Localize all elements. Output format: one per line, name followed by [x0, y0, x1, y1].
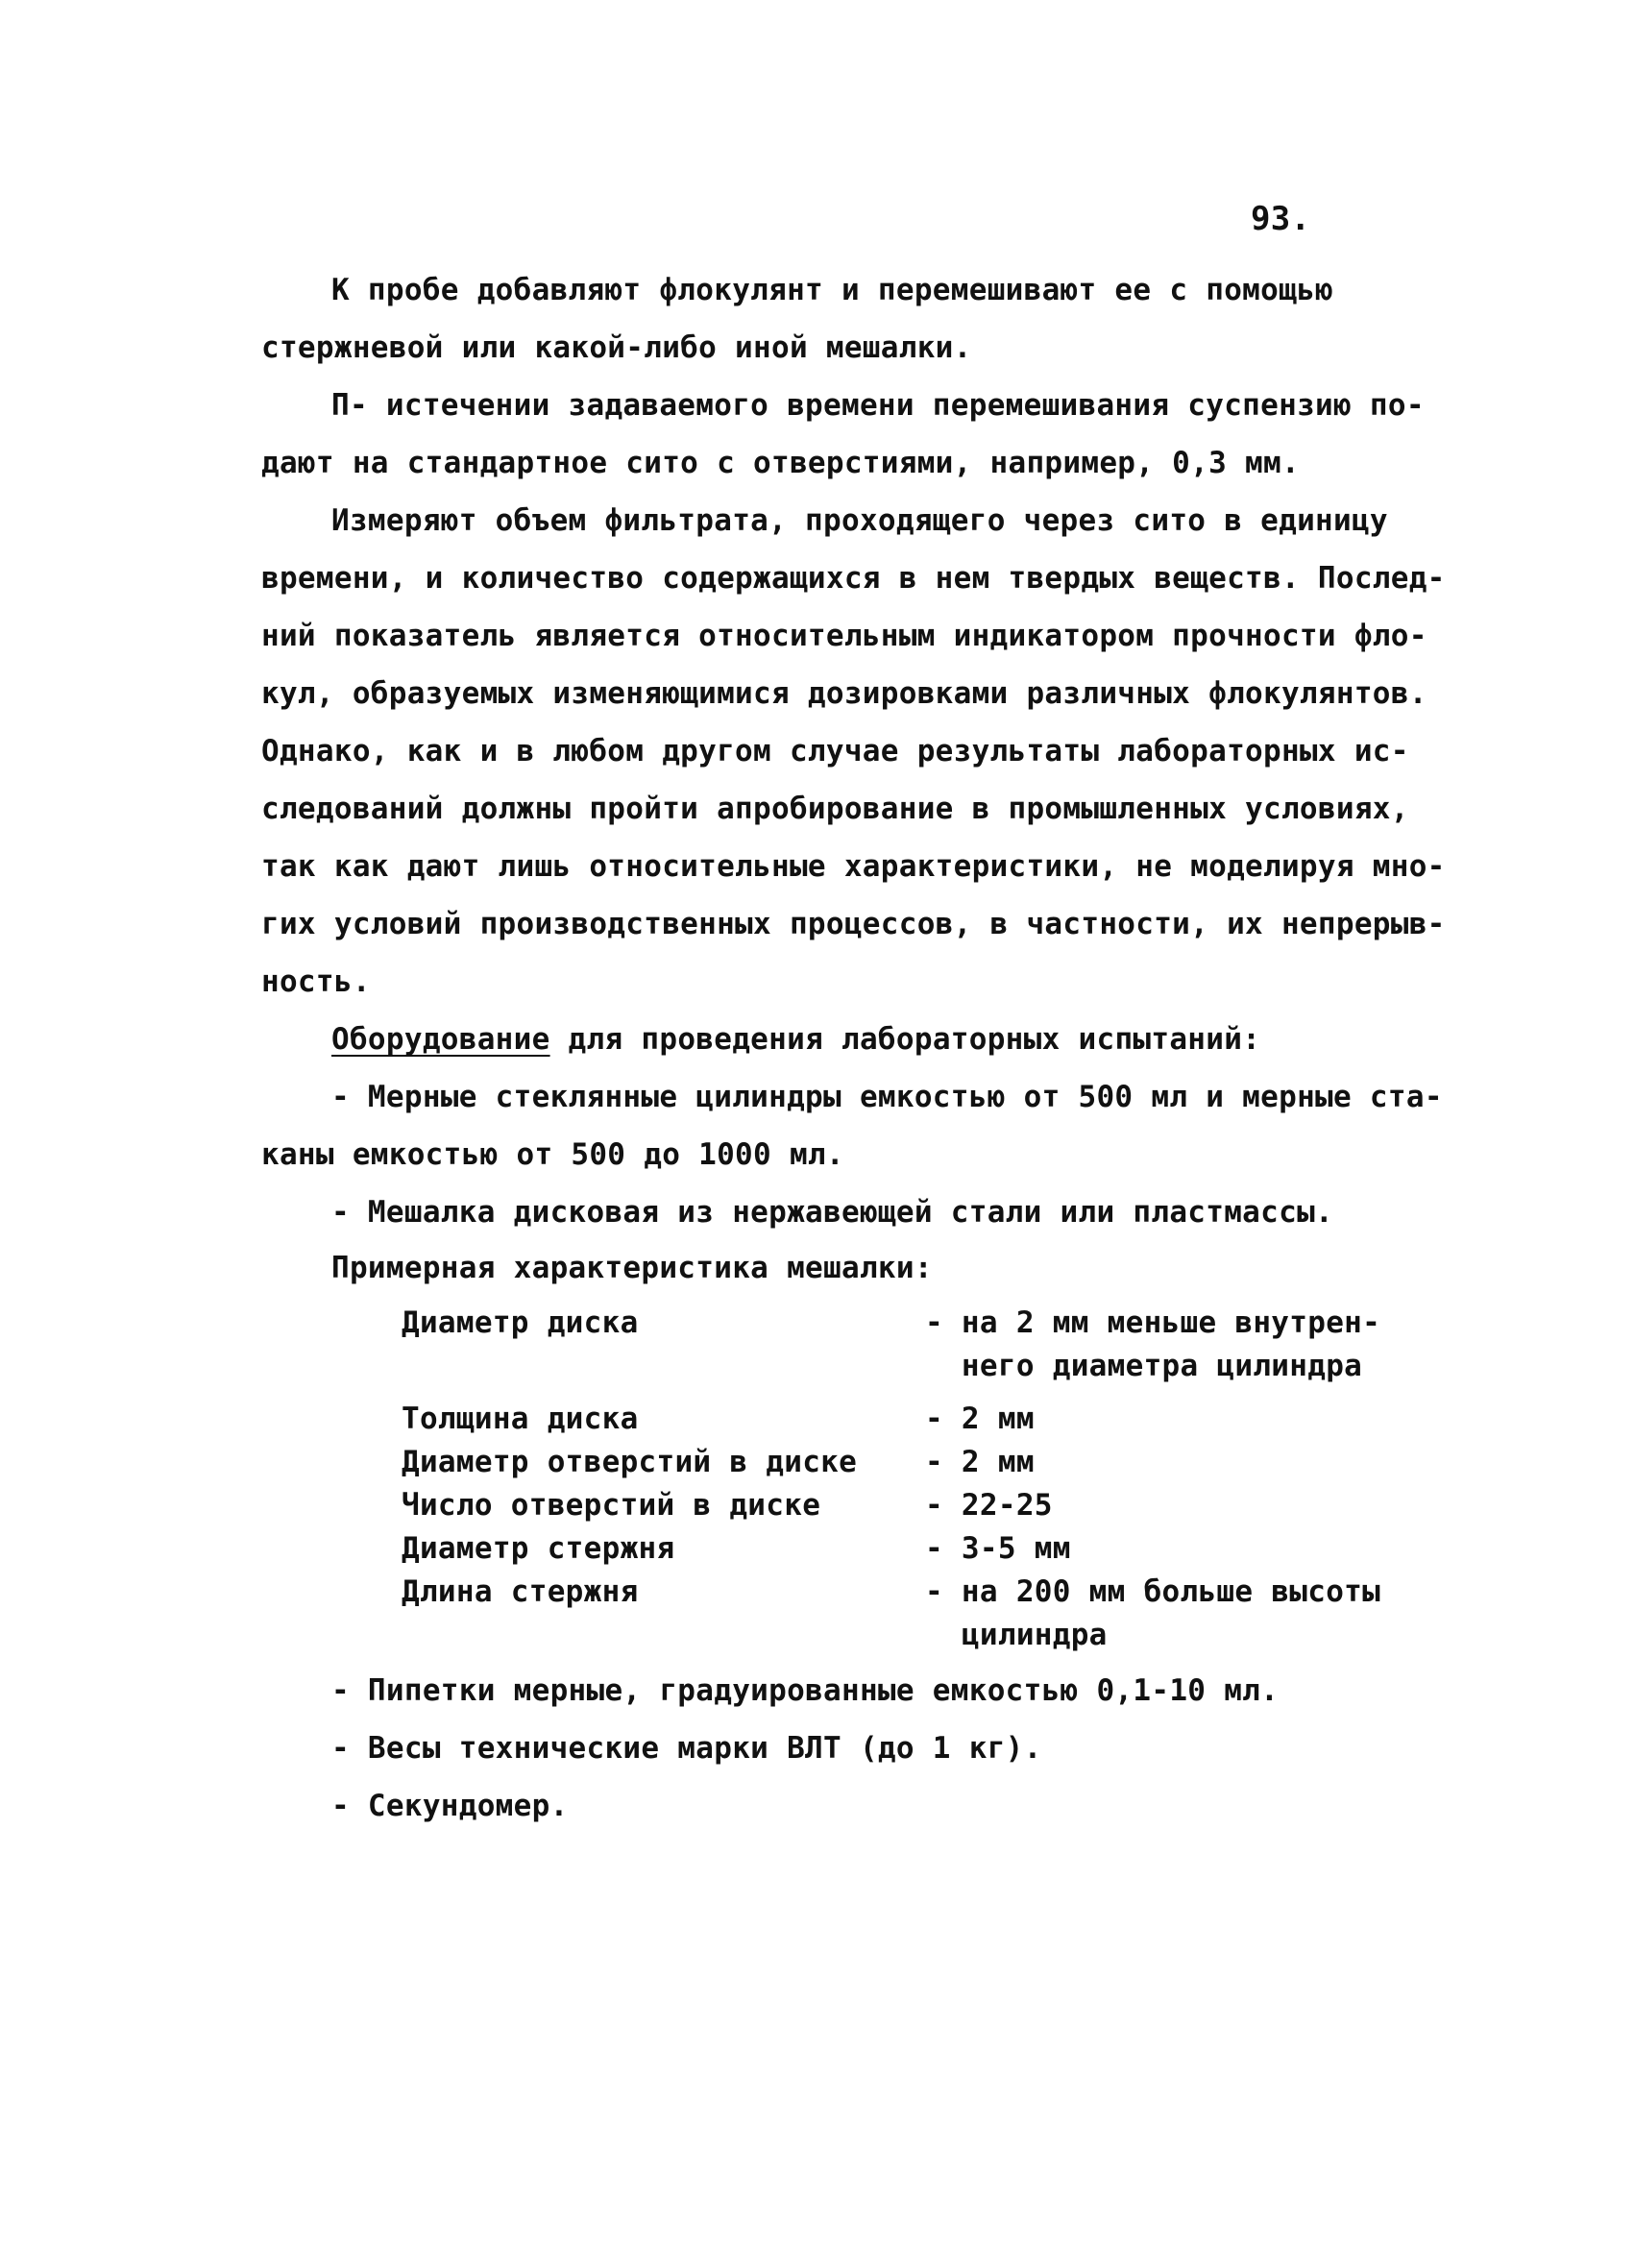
equipment-item-cylinders-line-2: каны емкостью от 500 до 1000 мл.	[261, 1137, 844, 1172]
paragraph-3-line-7: так как дают лишь относительные характеристики, не моделируя мно-	[261, 849, 1446, 884]
spec-label-hole-diameter: Диаметр отверстий в диске	[402, 1445, 858, 1479]
spec-value-rod-length-line-2: цилиндра	[925, 1618, 1108, 1652]
paragraph-3-line-1: Измеряют объем фильтрата, проходящего через сито в единицу	[331, 503, 1388, 538]
equipment-item-pipettes: - Пипетки мерные, градуированные емкостью 0,1-10 мл.	[331, 1673, 1280, 1708]
spec-label-rod-diameter: Диаметр стержня	[402, 1531, 675, 1566]
equipment-heading	[331, 1022, 1261, 1057]
spec-value-disk-diameter-line-1: - на 2 мм меньше внутрен-	[925, 1305, 1381, 1340]
paragraph-2-line-1: П- истечении задаваемого времени перемешивания суспензию по-	[331, 388, 1425, 423]
equipment-item-scales: - Весы технические марки ВЛТ (до 1 кг).	[331, 1731, 1042, 1766]
paragraph-1-line-1: К пробе добавляют флокулянт и перемешивают ее с помощью	[331, 273, 1333, 307]
paragraph-3-line-5: Однако, как и в любом другом случае результаты лабораторных ис-	[261, 734, 1409, 768]
spec-value-rod-length-line-1: - на 200 мм больше высоты	[925, 1574, 1381, 1609]
spec-label-hole-count: Число отверстий в диске	[402, 1488, 821, 1523]
paragraph-3-line-2: времени, и количество содержащихся в нем твердых веществ. Послед-	[261, 561, 1446, 596]
spec-value-hole-diameter: - 2 мм	[925, 1445, 1035, 1479]
spec-label-disk-thickness: Толщина диска	[402, 1402, 639, 1436]
paragraph-2-line-2: дают на стандартное сито с отверстиями, например, 0,3 мм.	[261, 446, 1300, 480]
equipment-heading-rest: для проведения лабораторных испытаний:	[549, 1022, 1261, 1057]
spec-value-hole-count: - 22-25	[925, 1488, 1053, 1523]
paragraph-3-line-6: следований должны пройти апробирование в промышленных условиях,	[261, 792, 1409, 826]
spec-value-rod-diameter: - 3-5 мм	[925, 1531, 1071, 1566]
spec-value-disk-thickness: - 2 мм	[925, 1402, 1035, 1436]
spec-label-rod-length: Длина стержня	[402, 1574, 639, 1609]
equipment-heading-underlined: Оборудование	[331, 1022, 550, 1057]
spec-value-disk-diameter-line-2: него диаметра цилиндра	[925, 1349, 1363, 1383]
paragraph-3-line-3: ний показатель является относительным индикатором прочности фло-	[261, 619, 1427, 653]
paragraph-1-line-2: стержневой или какой-либо иной мешалки.	[261, 330, 972, 365]
paragraph-3-line-9: ность.	[261, 964, 371, 999]
equipment-item-stirrer: - Мешалка дисковая из нержавеющей стали или пластмассы.	[331, 1195, 1333, 1230]
equipment-item-cylinders-line-1: - Мерные стеклянные цилиндры емкостью от 500 мл и мерные ста-	[331, 1080, 1443, 1114]
paragraph-3-line-4: кул, образуемых изменяющимися дозировками различных флокулянтов.	[261, 676, 1427, 711]
equipment-item-stopwatch: - Секундомер.	[331, 1789, 569, 1823]
spec-label-disk-diameter: Диаметр диска	[402, 1305, 639, 1340]
page-number: 93.	[1251, 200, 1311, 238]
spec-title: Примерная характеристика мешалки:	[331, 1251, 933, 1285]
paragraph-3-line-8: гих условий производственных процессов, в частности, их непрерыв-	[261, 907, 1446, 941]
